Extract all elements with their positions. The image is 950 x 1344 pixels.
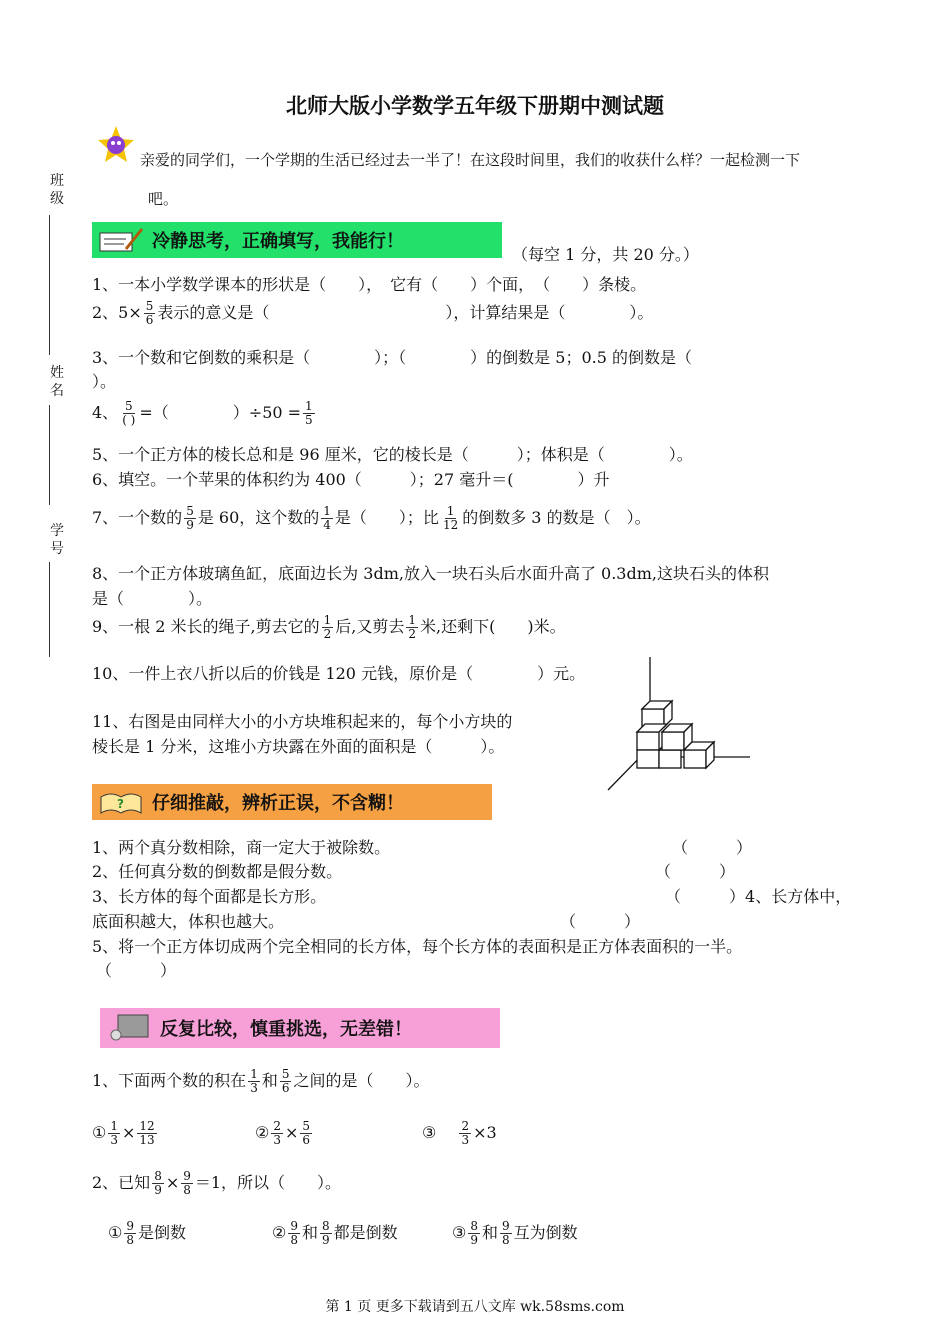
intro-text: 吧。 [148,190,179,208]
fraction: $\frac{1}{4}$ [323,504,331,532]
section-banner [92,784,492,820]
question: 1、一本小学数学课本的形状是（ ）， 它有（ ）个面， （ ）条棱。 [92,275,647,294]
student-number-label: 学号 [50,523,64,557]
section-banner [100,1008,500,1048]
choice-option[interactable]: ② $\frac{9}{8}$ 和 $\frac{8}{9}$ 都是倒数 [272,1219,398,1247]
question: 2、5× $\frac{5}{6}$ 表示的意义是（ ），计算结果是（ ）。 [92,299,654,327]
score-note: （每空 1 分，共 20 分。） [512,245,699,264]
choice-option[interactable]: ① $\frac{1}{3}$ × $\frac{12}{13}$ [92,1119,155,1147]
banner-text: 反复比较，慎重挑选，无差错！ [160,1019,412,1040]
divider [49,405,50,505]
mascot-icon [96,124,136,164]
question: 5、一个正方体的棱长总和是 96 厘米，它的棱长是（ ）；体积是（ ）。 [92,445,693,464]
writing-icon [96,225,146,255]
banner-text: 仔细推敲，辨析正误，不含糊！ [152,793,404,814]
question: 4、 $\frac{5}{( )}$ =（ ）÷50 = $\frac{1}{5}$ [92,399,313,427]
choice-option[interactable]: ③ $\frac{8}{9}$ 和 $\frac{9}{8}$ 互为倒数 [452,1219,578,1247]
question: 棱长是 1 分米，这堆小方块露在外面的面积是（ ）。 [92,737,505,756]
choice-option[interactable]: ② $\frac{2}{3}$ × $\frac{5}{6}$ [255,1119,311,1147]
fraction: $\frac{1}{2}$ [408,613,416,641]
answer-blank[interactable]: （ ） [560,912,641,931]
intro-text: 亲爱的同学们，一个学期的生活已经过去一半了！在这段时间里，我们的收获什么样？一起检测一下 [140,151,801,169]
fraction: $\frac{1}{2}$ [323,613,332,641]
board-icon [104,1013,154,1043]
answer-blank[interactable]: （ ） [655,862,736,881]
divider [49,215,50,355]
question: 是（ ）。 [92,589,213,608]
question: 9、一根 2 米长的绳子,剪去它的 $\frac{1}{2}$ 后,又剪去 $\frac{1}{2}$ 米,还剩下( )米。 [92,613,566,641]
answer-blank[interactable]: （ ）4、长方体中， [665,887,852,906]
book-icon [96,787,146,817]
divider [49,562,50,657]
fraction: $\frac{1}{5}$ [305,399,313,427]
fraction: $\frac{5}{6}$ [281,1067,290,1095]
question: 1、下面两个数的积在 $\frac{1}{3}$ 和 $\frac{5}{6}$ 之间的是（ ）。 [92,1067,430,1095]
cube-stack-figure [600,652,780,797]
question: 3、一个数和它倒数的乘积是（ ）；（ ）的倒数是 5；0.5 的倒数是（ [92,348,692,367]
fraction: $\frac{5}{6}$ [145,299,154,327]
statement: 底面积越大，体积也越大。 [92,912,285,931]
section-banner [92,222,502,258]
banner-text: 冷静思考，正确填写，我能行！ [152,231,404,252]
question: 11、右图是由同样大小的小方块堆积起来的，每个小方块的 [92,712,513,731]
statement: 1、两个真分数相除，商一定大于被除数。 [92,838,391,857]
answer-blank[interactable]: （ ） [96,961,177,980]
fraction: $\frac{1}{12}$ [442,504,459,532]
question: 8、一个正方体玻璃鱼缸，底面边长为 3dm,放入一块石头后水面升高了 0.3dm,这块石头的体积 [92,564,769,583]
svg-text:?: ? [117,797,124,811]
question: 10、一件上衣八折以后的价钱是 120 元钱，原价是（ ）元。 [92,664,586,683]
question: ）。 [92,372,117,391]
statement: 2、任何真分数的倒数都是假分数。 [92,862,343,881]
page-footer: 第 1 页 更多下载请到五八文库 wk.58sms.com [325,1299,625,1315]
fraction: $\frac{5}{9}$ [186,504,194,532]
question: 7、一个数的 $\frac{5}{9}$ 是 60，这个数的 $\frac{1}{4}$ 是（ ）；比 $\frac{1}{12}$ 的倒数多 3 的数是（ ）。 [92,504,651,532]
answer-blank[interactable]: （ ） [672,838,753,857]
page-title: 北师大版小学数学五年级下册期中测试题 [286,94,664,118]
statement: 5、将一个正方体切成两个完全相同的长方体，每个长方体的表面积是正方体表面积的一半。 [92,937,743,956]
choice-option[interactable]: ③ $\frac{2}{3}$ ×3 [422,1119,497,1147]
question: 2、已知 $\frac{8}{9}$ × $\frac{9}{8}$ ＝1，所以（ ）。 [92,1169,342,1197]
name-label: 姓名 [50,365,64,399]
question: 6、填空。一个苹果的体积约为 400（ ）；27 毫升＝( ）升 [92,470,610,489]
statement: 3、长方体的每个面都是长方形。 [92,887,327,906]
choice-option[interactable]: ① $\frac{9}{8}$ 是倒数 [108,1219,186,1247]
fraction: $\frac{1}{3}$ [250,1067,258,1095]
fraction: $\frac{5}{( )}$ [122,399,136,427]
class-label: 班级 [50,173,64,207]
